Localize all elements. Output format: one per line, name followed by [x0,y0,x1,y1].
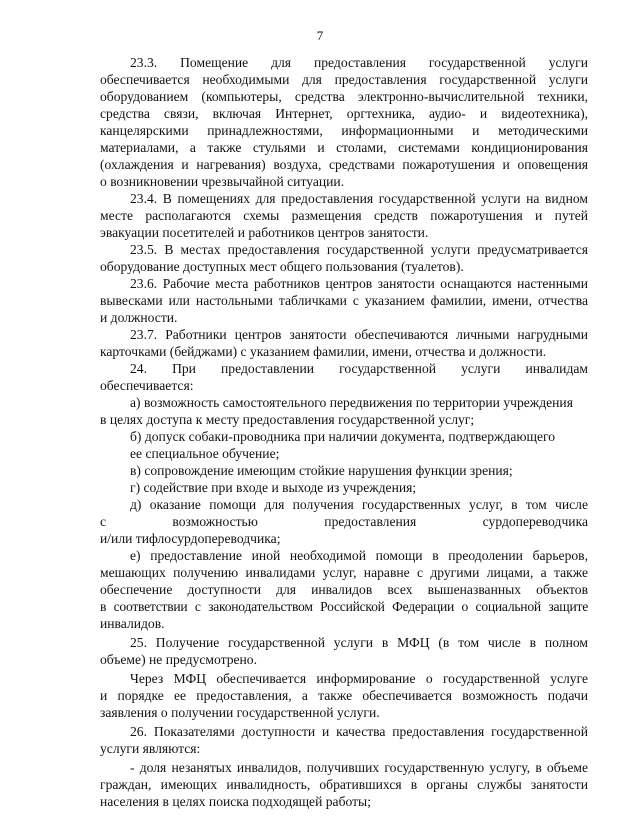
text-line: 26. Показателями доступности и качества предоставления государственной [130,724,588,739]
text-line: 23.7. Работники центров занятости обеспечиваются личными нагрудными [130,327,588,342]
text-line: населения в целях поиска подходящей работы; [100,794,371,809]
text-line: оборудование доступных мест общего пользования (туалетов). [100,259,464,274]
text-line: и должности. [100,310,178,325]
text-line: е) предоставление иной необходимой помощи в преодолении барьеров, [130,548,588,563]
text-line: канцелярскими принадлежностями, информационными и методическими [100,123,588,138]
text-line: инвалидов. [100,616,165,631]
text-line: объеме) не предусмотрено. [100,652,258,667]
text-line: в) сопровождение имеющим стойкие нарушения функции зрения; [130,463,513,478]
text-line: в целях доступа к месту предоставления государственной услуг; [100,412,475,427]
text-line: г) содействие при входе и выходе из учреждения; [130,480,417,495]
text-line: 23.5. В местах предоставления государственной услуги предусматривается [130,242,588,257]
text-line: в соответствии с законодательством Российской Федерации о социальной защите [100,599,588,614]
text-line: 23.6. Рабочие места работников центров занятости оснащаются настенными [130,276,588,291]
text-line: оборудованием (компьютеры, средства электронно-вычислительной техники, [100,89,588,104]
text-line: обеспечивается: [100,378,194,393]
text-line: о возникновении чрезвычайной ситуации. [100,174,345,189]
text-line: 23.3. Помещение для предоставления государственной услуги [130,55,588,70]
text-line: - доля незанятых инвалидов, получивших государственную услугу, в объеме [130,760,588,775]
text-line: эвакуации посетителей и работников центров занятости. [100,225,429,240]
text-line: и/или тифлосурдопереводчика; [100,531,281,546]
text-line: с возможностью предоставления сурдопереводчика [100,514,588,529]
text-line: Через МФЦ обеспечивается информирование о государственной услуге [130,671,588,686]
text-line: 24. При предоставлении государственной услуги инвалидам [130,361,588,376]
text-line: обеспечение доступности для инвалидов всех вышеназванных объектов [100,582,588,597]
text-line: вывесками или настольными табличками с указанием фамилии, имени, отчества [100,293,588,308]
text-line: мешающих получению инвалидами услуг, наравне с другими лицами, а также [100,565,588,580]
page-number: 7 [316,28,324,43]
text-line: услуги являются: [100,741,201,756]
text-line: 25. Получение государственной услуги в МФЦ (в том числе в полном [130,635,588,650]
text-line: д) оказание помощи для получения государственных услуг, в том числе [130,497,588,512]
text-line: а) возможность самостоятельного передвижения по территории учреждения [130,395,573,410]
text-line: средства связи, включая Интернет, оргтехника, аудио- и видеотехника), [100,106,588,121]
text-line: карточками (бейджами) с указанием фамилии, имени, отчества и должности. [100,344,547,359]
text-line: материалами, а также стульями и столами, системами кондиционирования [100,140,588,155]
text-line: б) допуск собаки-проводника при наличии документа, подтверждающего [130,429,556,444]
text-line: и порядке ее предоставления, а также обеспечивается возможность подачи [100,688,588,703]
text-line: месте располагаются схемы размещения средств пожаротушения и путей [100,208,588,223]
text-line: граждан, имеющих инвалидность, обратившихся в органы службы занятости [100,777,588,792]
text-line: (охлаждения и нагревания) воздуха, средствами пожаротушения и оповещения [100,157,588,172]
text-line: заявления о получении государственной услуги. [100,705,380,720]
text-line: ее специальное обучение; [130,446,280,461]
text-line: обеспечивается необходимыми для предоставления государственной услуги [100,72,588,87]
text-line: 23.4. В помещениях для предоставления государственной услуги на видном [130,191,588,206]
